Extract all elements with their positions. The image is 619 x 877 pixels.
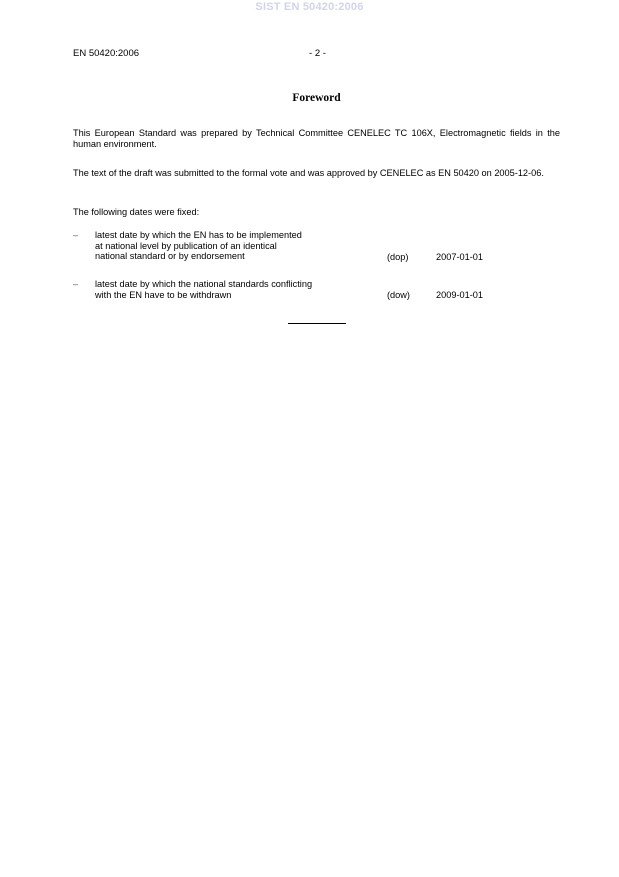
description-line: at national level by publication of an identical: [95, 240, 277, 251]
date-item-description: [95, 279, 365, 300]
date-item-dow: [73, 279, 553, 300]
date-item-description: [95, 230, 365, 262]
description-line: national standard or by endorsement: [95, 251, 245, 261]
date-item-dop: [73, 230, 553, 262]
paragraph-committee: This European Standard was prepared by Technical Committee CENELEC TC 106X, Electromagnetic fields in the human environment.: [73, 128, 560, 149]
description-line: with the EN have to be withdrawn: [95, 289, 232, 300]
section-title: Foreword: [292, 92, 341, 104]
page-number: - 2 -: [309, 48, 326, 59]
watermark: SIST EN 50420:2006: [255, 1, 364, 13]
date-value: 2007-01-01: [436, 251, 483, 262]
list-bullet: –: [73, 279, 79, 289]
description-line: latest date by which the EN has to be implemented: [95, 230, 302, 240]
paragraph-dates-intro: The following dates were fixed:: [73, 207, 200, 217]
date-value: 2009-01-01: [436, 289, 483, 300]
section-end-rule: [288, 323, 346, 324]
date-abbreviation: (dop): [387, 251, 409, 262]
paragraph-approval: The text of the draft was submitted to the formal vote and was approved by CENELEC as EN 50420 on 2005-12-06.: [73, 168, 544, 178]
list-bullet: –: [73, 230, 79, 240]
description-line: latest date by which the national standards conflicting: [95, 279, 313, 289]
document-identifier: EN 50420:2006: [73, 48, 140, 59]
date-abbreviation: (dow): [387, 289, 410, 300]
